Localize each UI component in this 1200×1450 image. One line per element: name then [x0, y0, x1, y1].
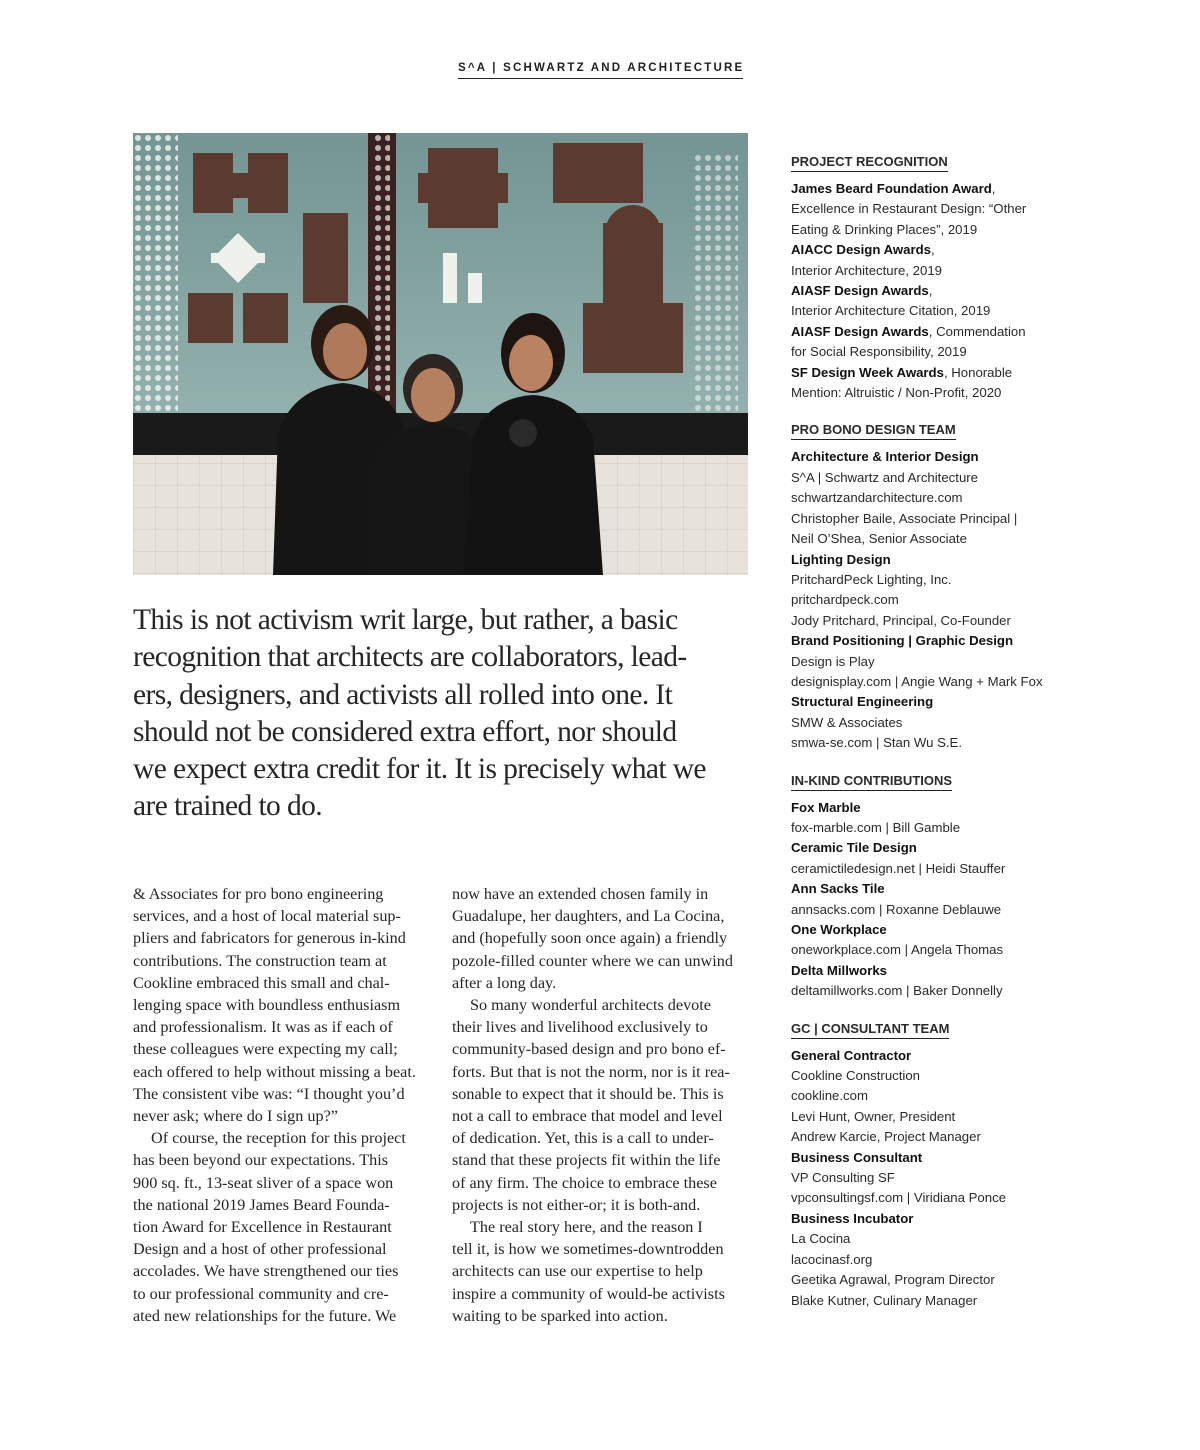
- body-text-line: services, and a host of local material sup-: [133, 907, 401, 926]
- credit-line: [791, 590, 1081, 610]
- body-text-line: and (hopefully soon once again) a friendly: [452, 929, 728, 948]
- credit-line-text: Neil O’Shea, Senior Associate: [791, 531, 967, 547]
- restaurant-photo: [133, 133, 748, 575]
- credit-line: [791, 920, 1081, 940]
- credit-line-text: Excellence in Restaurant Design: “Other: [791, 201, 1027, 217]
- credit-line-text: Design is Play: [791, 653, 875, 669]
- body-text-line: not a call to embrace that model and level: [452, 1107, 723, 1126]
- credit-line-text: schwartzandarchitecture.com: [791, 490, 963, 506]
- credit-line-text: SMW & Associates: [791, 714, 903, 730]
- credit-line-text: Mention: Altruistic / Non-Profit, 2020: [791, 385, 1002, 401]
- credit-line: [791, 798, 1081, 818]
- body-text-line: ated new relationships for the future. We: [133, 1306, 397, 1325]
- credit-line-text: Interior Architecture Citation, 2019: [791, 303, 991, 319]
- body-text-line: Design and a host of other professional: [133, 1240, 387, 1259]
- body-text-line: & Associates for pro bono engineering: [133, 885, 384, 903]
- credit-line: [791, 838, 1081, 858]
- credit-line: [791, 1086, 1081, 1106]
- credit-line: [791, 570, 1081, 590]
- credit-line: [791, 281, 1081, 301]
- credit-line-text: Eating & Drinking Places”, 2019: [791, 221, 978, 237]
- credit-line: [791, 1209, 1081, 1229]
- credit-line-bold: Fox Marble: [791, 799, 861, 815]
- credit-line-bold: General Contractor: [791, 1047, 912, 1063]
- body-text-line: architects can use our expertise to help: [452, 1262, 703, 1281]
- credit-line: [791, 859, 1081, 879]
- credit-line-bold: Lighting Design: [791, 551, 891, 567]
- credit-line: [791, 529, 1081, 549]
- credit-line: [791, 301, 1081, 321]
- body-text-line: stand that these projects fit within the life: [452, 1151, 721, 1170]
- credit-line-text: pritchardpeck.com: [791, 592, 899, 608]
- credit-line-text: Blake Kutner, Culinary Manager: [791, 1292, 978, 1308]
- body-text-line: of dedication. Yet, this is a call to under-: [452, 1129, 714, 1148]
- body-text-line: now have an extended chosen family in: [452, 885, 709, 903]
- credit-line: [791, 1168, 1081, 1188]
- credit-line-text: smwa-se.com | Stan Wu S.E.: [791, 735, 963, 751]
- sidebar-section-probono: [791, 420, 1081, 753]
- credit-line-text: PritchardPeck Lighting, Inc.: [791, 571, 952, 587]
- pull-quote-line: recognition that architects are collaborators, lead-: [133, 641, 687, 674]
- body-text-line: 900 sq. ft., 13-seat sliver of a space won: [133, 1173, 394, 1192]
- sidebar-section-title: PRO BONO DESIGN TEAM: [791, 421, 956, 440]
- credit-line-text: Levi Hunt, Owner, President: [791, 1108, 956, 1124]
- body-text-line: pozole-filled counter where we can unwind: [452, 951, 733, 970]
- credit-line-text: La Cocina: [791, 1231, 851, 1247]
- pull-quote-line: we expect extra credit for it. It is precisely what we: [133, 753, 706, 786]
- credit-line: [791, 342, 1081, 362]
- credit-line: [791, 940, 1081, 960]
- body-text-line: these colleagues were expecting my call;: [133, 1040, 398, 1059]
- body-text-line: community-based design and pro bono ef-: [452, 1040, 726, 1059]
- credit-line: [791, 1188, 1081, 1208]
- credit-line-text: annsacks.com | Roxanne Deblauwe: [791, 901, 1002, 917]
- body-text-line: the national 2019 James Beard Founda-: [133, 1195, 390, 1214]
- credit-line: [791, 179, 1081, 199]
- credit-line-bold: Business Consultant: [791, 1149, 923, 1165]
- credit-line-text: ceramictiledesign.net | Heidi Stauffer: [791, 860, 1006, 876]
- body-text-line: sonable to expect that it should be. This is: [452, 1084, 724, 1103]
- pull-quote-line: are trained to do.: [133, 790, 323, 823]
- sidebar-section-title: GC | CONSULTANT TEAM: [791, 1020, 949, 1039]
- credit-line-text: for Social Responsibility, 2019: [791, 344, 967, 360]
- credit-line-bold: Brand Positioning | Graphic Design: [791, 633, 1014, 649]
- credit-line: [791, 509, 1081, 529]
- body-text-line: forts. But that is not the norm, nor is it rea-: [452, 1062, 730, 1081]
- pull-quote-line: should not be considered extra effort, nor should: [133, 715, 677, 748]
- credit-line-text: designisplay.com | Angie Wang + Mark Fox: [791, 673, 1043, 689]
- body-text-line: to our professional community and cre-: [133, 1284, 389, 1303]
- body-text-line: tell it, is how we sometimes-downtrodden: [452, 1240, 724, 1259]
- body-text-line: pliers and fabricators for generous in-kind: [133, 929, 406, 948]
- credit-line: [791, 322, 1081, 342]
- body-text-line: contributions. The construction team at: [133, 951, 387, 970]
- credit-line-text: S^A | Schwartz and Architecture: [791, 469, 978, 485]
- credit-line-bold: Structural Engineering: [791, 694, 934, 710]
- credit-line-text: Geetika Agrawal, Program Director: [791, 1272, 995, 1288]
- sidebar-section-recognition: [791, 152, 1081, 403]
- credit-line: [791, 981, 1081, 1001]
- credit-line: [791, 220, 1081, 240]
- page-header: S^A | SCHWARTZ AND ARCHITECTURE: [458, 62, 743, 79]
- body-text-line: Of course, the reception for this project: [151, 1129, 406, 1148]
- credit-line-bold: SF Design Week Awards: [791, 364, 944, 380]
- credit-line-text: ,: [991, 181, 996, 196]
- credit-line-bold: One Workplace: [791, 922, 887, 937]
- credit-line-bold: Business Incubator: [791, 1210, 914, 1226]
- credit-line: [791, 1107, 1081, 1127]
- credit-line: [791, 1066, 1081, 1086]
- body-text-line: Guadalupe, her daughters, and La Cocina,: [452, 907, 725, 926]
- body-text-line: of any firm. The choice to embrace these: [452, 1173, 717, 1192]
- credit-line: [791, 1148, 1081, 1168]
- sidebar-section-title: IN-KIND CONTRIBUTIONS: [791, 772, 952, 791]
- body-text-line: never ask; where do I sign up?”: [133, 1107, 338, 1126]
- credit-line-text: Jody Pritchard, Principal, Co-Founder: [791, 612, 1011, 628]
- credit-line: [791, 611, 1081, 631]
- credit-line-bold: AIACC Design Awards: [791, 242, 931, 258]
- credit-line: [791, 1046, 1081, 1066]
- credit-line-text: Andrew Karcie, Project Manager: [791, 1129, 981, 1145]
- credit-line-text: vpconsultingsf.com | Viridiana Ponce: [791, 1190, 1007, 1206]
- credit-line: [791, 199, 1081, 219]
- credit-line: [791, 818, 1081, 838]
- body-text-line: waiting to be sparked into action.: [452, 1306, 668, 1325]
- credit-line-bold: AIASF Design Awards: [791, 323, 929, 339]
- credit-line: [791, 631, 1081, 651]
- credit-line: [791, 652, 1081, 672]
- pull-quote: [133, 602, 748, 826]
- credit-line: [791, 961, 1081, 981]
- credit-line: [791, 1250, 1081, 1270]
- credit-line-text: , Commendation: [928, 323, 1026, 339]
- credit-line: [791, 1270, 1081, 1290]
- credit-line-text: Christopher Baile, Associate Principal |: [791, 510, 1018, 526]
- body-text-line: each offered to help without missing a beat.: [133, 1062, 416, 1081]
- pull-quote-line: This is not activism writ large, but rather, a basic: [133, 604, 678, 636]
- body-text-line: lenging space with boundless enthusiasm: [133, 996, 401, 1015]
- body-text-line: projects is not either-or; it is both-and.: [452, 1195, 701, 1214]
- credit-line: [791, 447, 1081, 467]
- sidebar-section-title: PROJECT RECOGNITION: [791, 153, 948, 172]
- credit-line-bold: Ceramic Tile Design: [791, 840, 917, 856]
- body-text-line: tion Award for Excellence in Restaurant: [133, 1218, 392, 1237]
- credit-line: [791, 1229, 1081, 1249]
- credit-line-text: lacocinasf.org: [791, 1251, 873, 1267]
- credit-line: [791, 383, 1081, 403]
- credit-line-bold: Ann Sacks Tile: [791, 881, 885, 897]
- sidebar-section-inkind: [791, 771, 1081, 1002]
- credit-line: [791, 363, 1081, 383]
- credit-line: [791, 468, 1081, 488]
- credit-line-bold: Delta Millworks: [791, 962, 888, 978]
- credit-line: [791, 692, 1081, 712]
- credit-line-bold: James Beard Foundation Award: [791, 181, 992, 196]
- credit-line-text: VP Consulting SF: [791, 1170, 895, 1186]
- body-text-line: The real story here, and the reason I: [470, 1218, 703, 1237]
- credit-line-text: , Honorable: [943, 364, 1013, 380]
- body-text-line: and professionalism. It was as if each of: [133, 1018, 393, 1037]
- credit-line-text: cookline.com: [791, 1088, 868, 1104]
- body-column-right: [452, 883, 752, 1327]
- credit-line-text: Cookline Construction: [791, 1068, 921, 1084]
- pull-quote-line: ers, designers, and activists all rolled into one. It: [133, 678, 673, 711]
- body-text-line: Cookline embraced this small and chal-: [133, 973, 390, 992]
- credit-line: [791, 733, 1081, 753]
- credit-line: [791, 550, 1081, 570]
- credit-line: [791, 672, 1081, 692]
- credit-line: [791, 488, 1081, 508]
- credit-line: [791, 261, 1081, 281]
- credit-line: [791, 1291, 1081, 1311]
- body-column-left: [133, 883, 433, 1327]
- body-text-line: after a long day.: [452, 973, 557, 992]
- credit-line: [791, 240, 1081, 260]
- credit-line-text: oneworkplace.com | Angela Thomas: [791, 942, 1004, 958]
- credits-sidebar: [791, 152, 1081, 1328]
- body-text-line: their lives and livelihood exclusively to: [452, 1018, 708, 1037]
- credit-line-text: fox-marble.com | Bill Gamble: [791, 819, 961, 835]
- credit-line: [791, 1127, 1081, 1147]
- credit-line: [791, 879, 1081, 899]
- credit-line-text: ,: [930, 242, 935, 258]
- credit-line-bold: AIASF Design Awards: [791, 283, 929, 299]
- body-text-line: The consistent vibe was: “I thought you’d: [133, 1084, 405, 1103]
- credit-line: [791, 713, 1081, 733]
- credit-line: [791, 900, 1081, 920]
- credit-line-bold: Architecture & Interior Design: [791, 449, 979, 465]
- credit-line-text: Interior Architecture, 2019: [791, 262, 943, 278]
- credit-line-text: deltamillworks.com | Baker Donnelly: [791, 983, 1003, 999]
- body-text-line: So many wonderful architects devote: [470, 996, 711, 1015]
- credit-line-text: ,: [928, 283, 933, 299]
- body-text-line: has been beyond our expectations. This: [133, 1151, 389, 1170]
- sidebar-section-gc: [791, 1019, 1081, 1311]
- body-text-line: accolades. We have strengthened our ties: [133, 1262, 399, 1281]
- body-text-line: inspire a community of would-be activists: [452, 1284, 725, 1303]
